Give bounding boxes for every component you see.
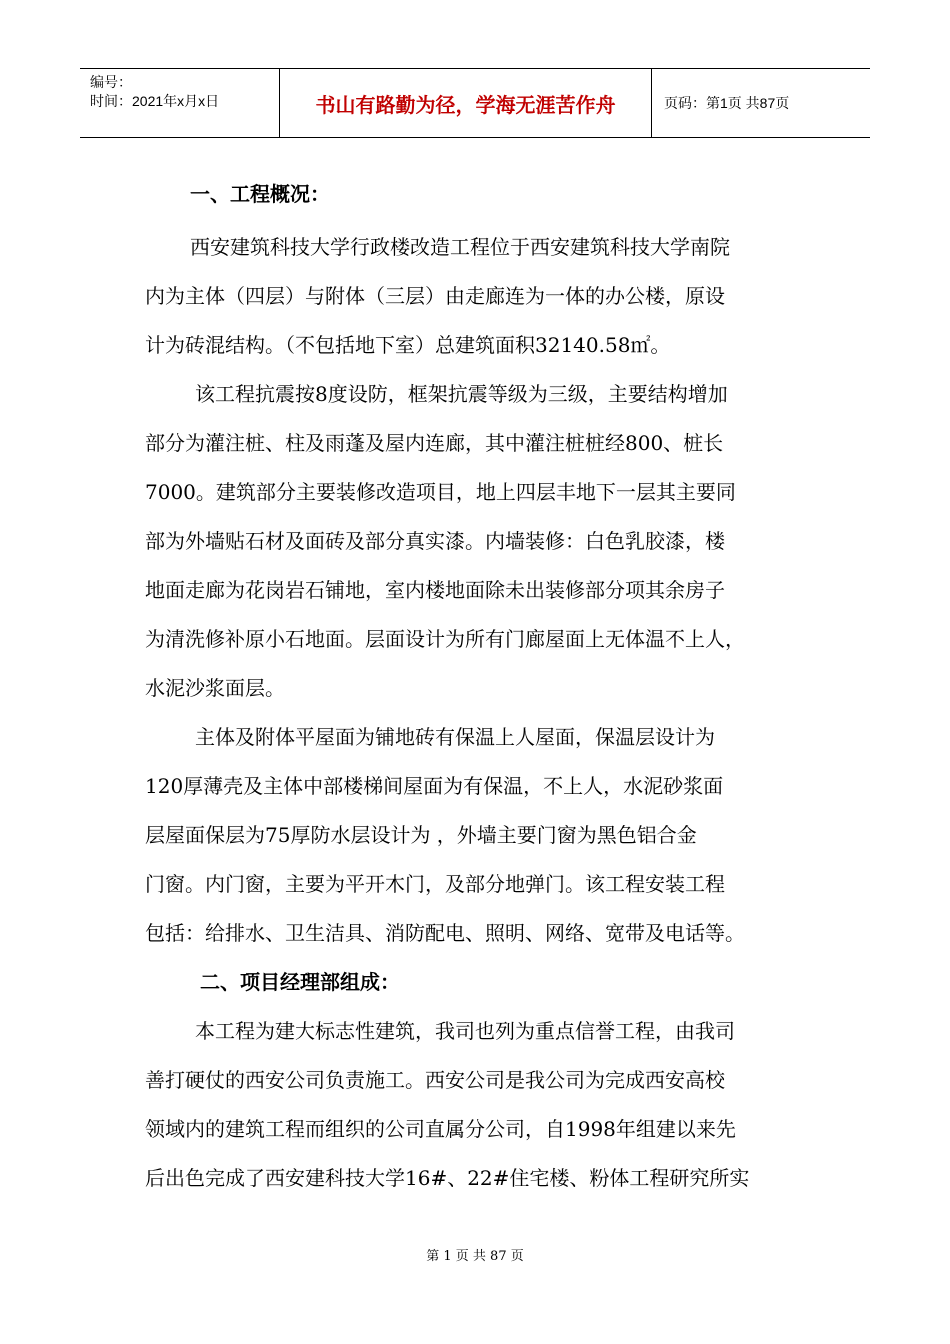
- section-heading-overview: 一、工程概况：: [190, 182, 330, 206]
- text-line: 门窗。内门窗，主要为平开木门，及部分地弹门。该工程安装工程: [145, 872, 725, 896]
- page-info-text: 页码：第1页 共87页: [664, 95, 790, 111]
- page-footer: [0, 1245, 950, 1264]
- text-line: 领域内的建筑工程而组织的公司直属分公司，自1998年组建以来先: [145, 1117, 736, 1141]
- text-line: 7000。建筑部分主要装修改造项目，地上四层丰地下一层其主要同: [145, 480, 736, 504]
- paragraph: [145, 1007, 810, 1203]
- text-line: 120厚薄壳及主体中部楼梯间屋面为有保温，不上人，水泥砂浆面: [145, 774, 724, 798]
- header-info-cell: [80, 69, 280, 137]
- motto-text: 书山有路勤为径，学海无涯苦作舟: [315, 92, 616, 117]
- text-line: 善打硬仗的西安公司负责施工。西安公司是我公司为完成西安高校: [145, 1068, 725, 1092]
- date-label: 时间：2021年x月x日: [90, 93, 220, 109]
- paragraph: [145, 370, 810, 713]
- text-line: 主体及附体平屋面为铺地砖有保温上人屋面，保温层设计为: [195, 725, 715, 749]
- document-header: [80, 68, 870, 138]
- section-heading-team: 二、项目经理部组成：: [200, 970, 400, 994]
- paragraph: [145, 223, 810, 370]
- footer-page-number: 第 1 页 共 87 页: [426, 1249, 524, 1264]
- page-info-cell: [652, 69, 870, 137]
- text-line: 水泥沙浆面层。: [145, 676, 285, 700]
- text-line: 地面走廊为花岗岩石铺地，室内楼地面除未出装修部分项其余房子: [145, 578, 725, 602]
- text-line: 部分为灌注桩、柱及雨蓬及屋内连廊，其中灌注桩桩经800、桩长: [145, 431, 724, 455]
- text-line: 为清洗修补原小石地面。层面设计为所有门廊屋面上无体温不上人，: [145, 627, 745, 651]
- text-line: 内为主体（四层）与附体（三层）由走廊连为一体的办公楼，原设: [145, 284, 725, 308]
- text-line: 西安建筑科技大学行政楼改造工程位于西安建筑科技大学南院: [190, 235, 730, 259]
- text-line: 包括：给排水、卫生洁具、消防配电、照明、网络、宽带及电话等。: [145, 921, 745, 945]
- text-line: 部为外墙贴石材及面砖及部分真实漆。内墙装修：白色乳胶漆，楼: [145, 529, 725, 553]
- text-line: 后出色完成了西安建科技大学16#、22#住宅楼、粉体工程研究所实: [145, 1166, 750, 1190]
- text-line: 层屋面保层为75厚防水层设计为 ，外墙主要门窗为黑色铝合金: [145, 823, 697, 847]
- number-label: 编号：: [90, 74, 132, 90]
- motto-cell: [280, 69, 652, 137]
- text-line: 计为砖混结构。（不包括地下室）总建筑面积32140.58㎡。: [145, 333, 671, 357]
- text-line: 本工程为建大标志性建筑，我司也列为重点信誉工程，由我司: [195, 1019, 735, 1043]
- document-body: [145, 170, 810, 1203]
- paragraph: [145, 713, 810, 958]
- text-line: 该工程抗震按8度设防，框架抗震等级为三级，主要结构增加: [195, 382, 728, 406]
